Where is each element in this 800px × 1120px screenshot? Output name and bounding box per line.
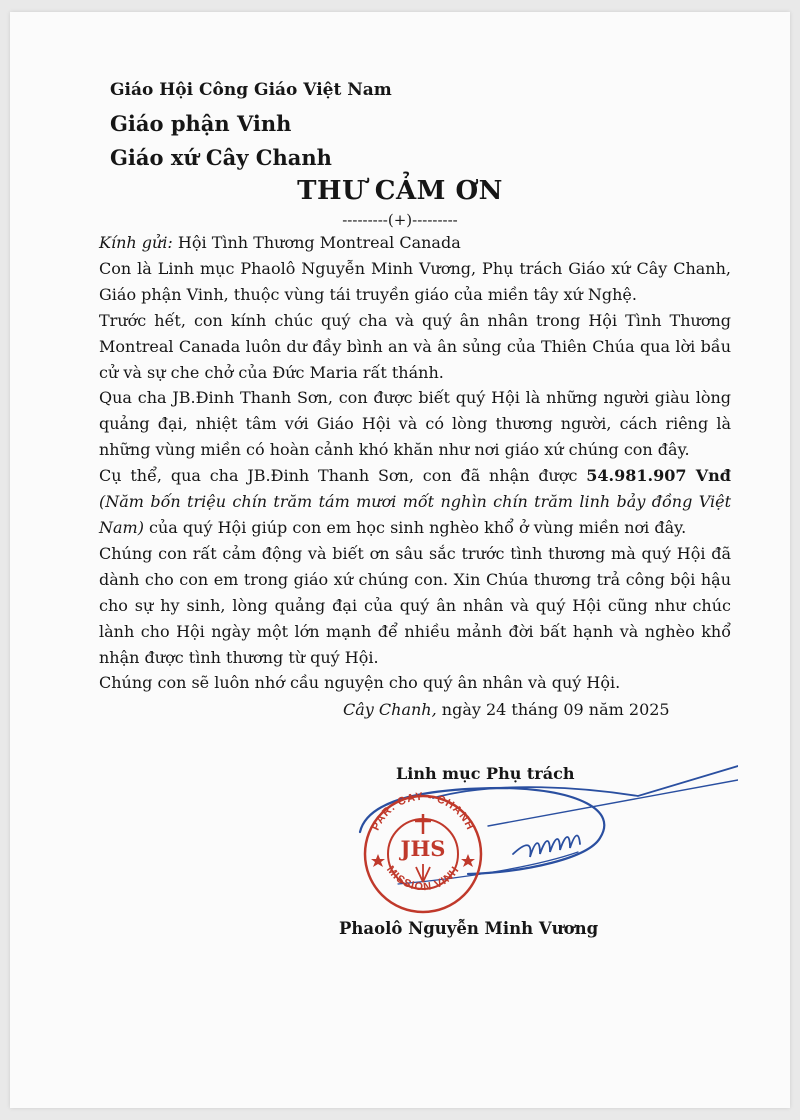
- header-parish: Giáo xứ Cây Chanh: [110, 145, 332, 170]
- header-diocese: Giáo phận Vinh: [110, 111, 292, 136]
- letter-title: THƯ CẢM ƠN: [297, 176, 503, 206]
- letter-page: [10, 12, 790, 1108]
- seal-flower-icon: [416, 864, 430, 882]
- handwritten-signature-icon: [360, 766, 738, 884]
- greeting-recipient: Hội Tình Thương Montreal Canada: [172, 233, 461, 252]
- donation-tail: của quý Hội giúp con em học sinh nghèo khổ ở vùng miền nơi đây.: [143, 517, 687, 537]
- seal-bottom-text: MISSION VINH: [383, 863, 463, 894]
- paragraph-prayer: Chúng con sẽ luôn nhớ cầu nguyện cho quý ân nhân và quý Hội.: [99, 673, 621, 693]
- letter-body: [99, 230, 731, 696]
- donation-amount-words: (Năm bốn triệu chín trăm tám mươi mốt nghìn chín trăm linh bảy đồng Việt Nam): [99, 492, 731, 537]
- paragraph-introduction: Con là Linh mục Phaolô Nguyễn Minh Vương, Phụ trách Giáo xứ Cây Chanh, Giáo phận Vinh, thuộc vùng tái truyền giáo của miền tây xứ Nghệ.: [99, 258, 731, 304]
- paragraph-gratitude: Chúng con rất cảm động và biết ơn sâu sắc trước tình thương mà quý Hội đã dành cho con em trong giáo xứ chúng con. Xin Chúa thương trả công bội hậu cho sự hy sinh, lòng quảng đại của quý ân nhân và quý Hội cũng như chúc lành cho Hội ngày một lớn mạnh để nhiều mảnh đời bất hạnh và nghèo khổ nhận được tình thương từ quý Hội.: [99, 543, 731, 667]
- greeting-line: [99, 230, 731, 256]
- title-divider: ---------(+)---------: [342, 211, 458, 229]
- signer-title: Linh mục Phụ trách: [396, 764, 575, 783]
- signer-name: Phaolô Nguyễn Minh Vương: [339, 919, 599, 938]
- seal-center-text: JHS: [400, 836, 446, 861]
- seal-top-text: PAR. CAY - CHANH: [369, 790, 477, 833]
- paragraph-about-association: Qua cha JB.Đinh Thanh Sơn, con được biết quý Hội là những người giàu lòng quảng đại, nhiệt tâm với Giáo Hội và có lòng thương người, cách riêng là những vùng miền có hoàn cảnh khó khăn như nơi giáo xứ chúng con đây.: [99, 388, 731, 460]
- paragraph-donation: [99, 463, 731, 541]
- dateline-place: Cây Chanh,: [343, 700, 437, 719]
- parish-seal-and-signature: [338, 754, 738, 914]
- donation-amount: 54.981.907 Vnđ: [586, 466, 731, 486]
- greeting-label: Kính gửi:: [99, 233, 173, 252]
- dateline: [343, 700, 670, 719]
- dateline-date: ngày 24 tháng 09 năm 2025: [436, 700, 670, 719]
- seal-cross-icon: [415, 814, 431, 834]
- header-church: Giáo Hội Công Giáo Việt Nam: [110, 80, 392, 100]
- paragraph-blessing: Trước hết, con kính chúc quý cha và quý ân nhân trong Hội Tình Thương Montreal Canada luôn dư đầy bình an và ân sủng của Thiên Chúa qua lời bầu cử và sự che chở của Đức Maria rất thánh.: [99, 310, 731, 382]
- donation-lead: Cụ thể, qua cha JB.Đinh Thanh Sơn, con đã nhận được: [99, 466, 587, 486]
